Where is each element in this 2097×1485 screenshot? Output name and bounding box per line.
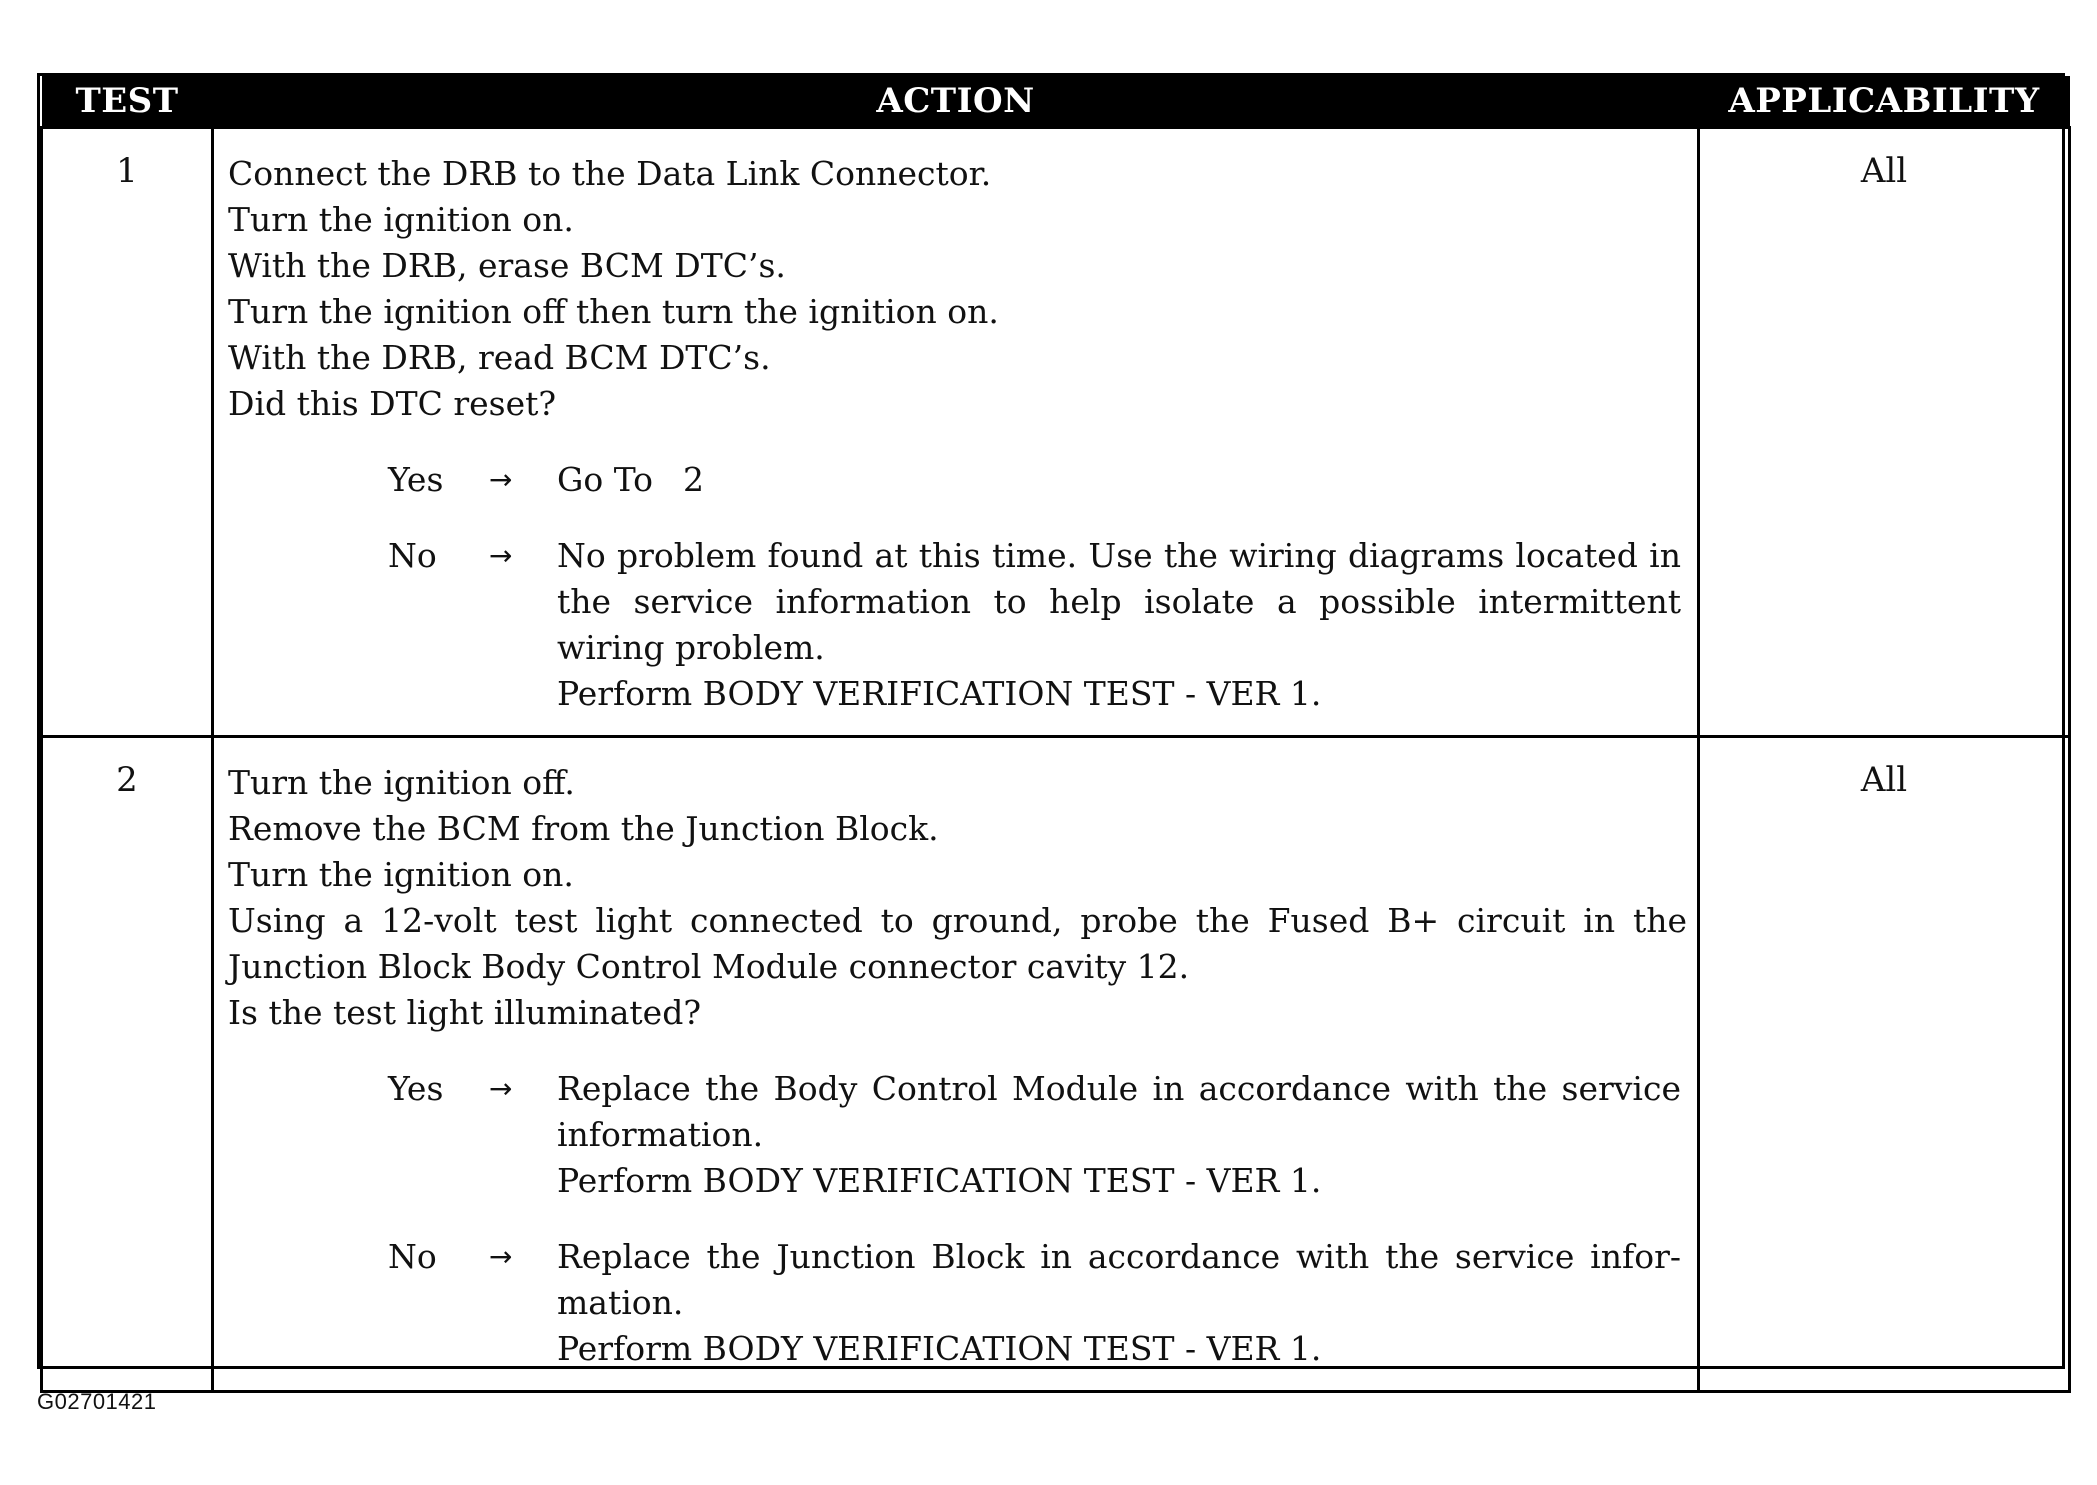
goto-test-number: 2 <box>683 460 705 499</box>
outcome-yes-label: Yes <box>388 460 444 499</box>
table-row <box>42 737 2070 1392</box>
outcome-yes-followup: Perform BODY VERIFICATION TEST - VER 1. <box>557 1161 1322 1200</box>
action-question: Is the test light illuminated? <box>228 993 702 1032</box>
diagnostic-table-frame <box>37 73 2065 1369</box>
action-step: Turn the ignition off. <box>228 763 575 802</box>
diagnostic-test-table <box>40 76 2071 1393</box>
action-step: With the DRB, erase BCM DTC’s. <box>228 246 786 285</box>
action-step: Using a 12-volt test light connected to ground, probe the Fused B+ circuit in the <box>228 901 1687 940</box>
right-arrow-icon: → <box>489 1072 513 1105</box>
outcome-yes-text <box>557 1066 1687 1204</box>
table-row <box>42 128 2070 737</box>
action-question: Did this DTC reset? <box>228 384 557 423</box>
goto-label: Go To <box>557 460 654 499</box>
right-arrow-icon: → <box>489 463 513 496</box>
outcome-no-text <box>557 1234 1687 1372</box>
outcome-no-followup: Perform BODY VERIFICATION TEST - VER 1. <box>557 1329 1322 1368</box>
column-header-action: ACTION <box>213 76 1699 128</box>
outcome-yes <box>228 1066 1687 1204</box>
outcome-no-description: No problem found at this time. Use the wiring diagrams located in the service information to help isolate a possible intermittent wiring problem. <box>557 536 1681 667</box>
action-cell <box>213 737 1699 1392</box>
action-step: Turn the ignition on. <box>228 855 574 894</box>
applicability-cell: All <box>1699 128 2070 737</box>
outcome-no-label: No <box>388 536 437 575</box>
outcome-no-followup: Perform BODY VERIFICATION TEST - VER 1. <box>557 674 1322 713</box>
column-header-test: TEST <box>42 76 213 128</box>
outcome-yes-description: Replace the Body Control Module in accordance with the service information. <box>557 1069 1681 1154</box>
action-step: Remove the BCM from the Junction Block. <box>228 809 939 848</box>
action-step: Turn the ignition on. <box>228 200 574 239</box>
action-step: Junction Block Body Control Module connector cavity 12. <box>228 947 1190 986</box>
table-header-row <box>42 76 2070 128</box>
action-cell <box>213 128 1699 737</box>
test-number-cell: 1 <box>42 128 213 737</box>
outcome-yes-text <box>557 457 1687 503</box>
action-steps <box>228 760 1687 1036</box>
right-arrow-icon: → <box>489 1240 513 1273</box>
outcome-yes-label: Yes <box>388 1069 444 1108</box>
figure-id: G02701421 <box>37 1389 157 1414</box>
action-step: Connect the DRB to the Data Link Connector. <box>228 154 992 193</box>
right-arrow-icon: → <box>489 539 513 572</box>
test-number-cell: 2 <box>42 737 213 1392</box>
outcome-no <box>228 533 1687 717</box>
outcome-no-description: Replace the Junction Block in accordance with the service infor-mation. <box>557 1237 1681 1322</box>
outcome-no <box>228 1234 1687 1372</box>
column-header-applicability: APPLICABILITY <box>1699 76 2070 128</box>
outcome-no-text <box>557 533 1687 717</box>
outcome-yes <box>228 457 1687 503</box>
applicability-cell: All <box>1699 737 2070 1392</box>
action-step: Turn the ignition off then turn the ignition on. <box>228 292 999 331</box>
action-steps <box>228 151 1687 427</box>
outcome-no-label: No <box>388 1237 437 1276</box>
action-step: With the DRB, read BCM DTC’s. <box>228 338 771 377</box>
